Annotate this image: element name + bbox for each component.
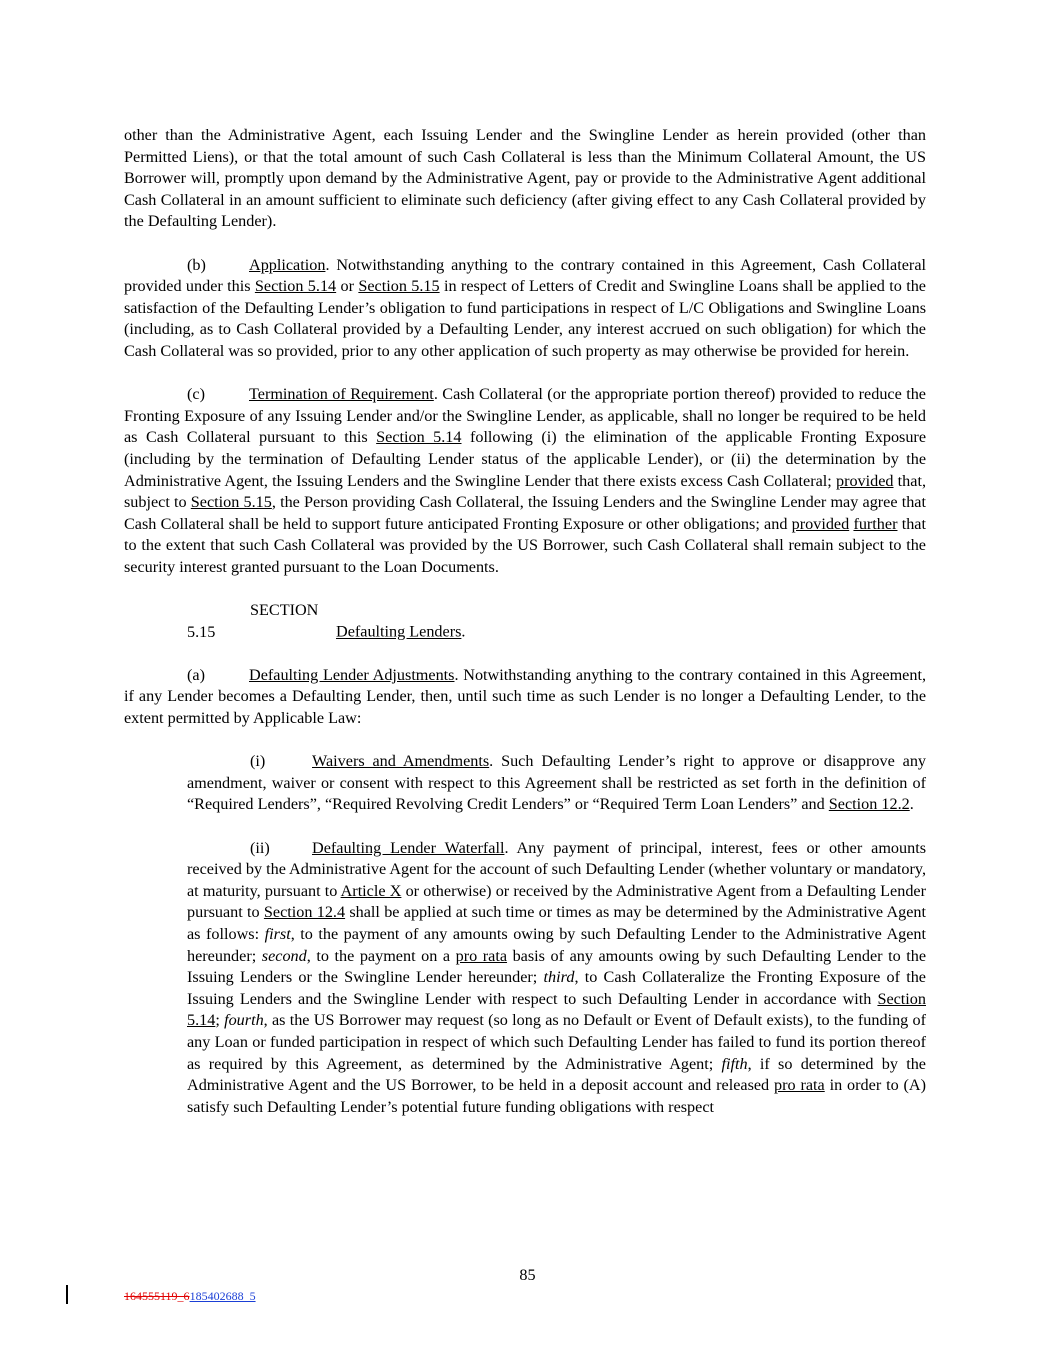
section-title: Defaulting Lenders (336, 622, 462, 641)
paragraph-i-waivers: (i) Waivers and Amendments. Such Defaulting Lender’s right to approve or disapprove any amendment, waiver or consent with respect to this Agreement shall be restricted as set forth in the definition of “Required Lenders”, “Required Revolving Credit Lenders” or “Required Term Loan Lenders” and Section 12.2. (187, 752, 927, 814)
defined-term: provided (791, 514, 850, 533)
clause-label: (a) (187, 665, 205, 684)
paragraph-ii-waterfall: (ii) Defaulting Lender Waterfall. Any payment of principal, interest, fees or other amounts received by the Administrative Agent for the account of such Defaulting Lender (whether voluntary or mandatory, at maturity, pursuant to Article X or otherwise) or received by the Administrative Agent from a Defaulting Lender pursuant to Section 12.4 shall be applied at such time or times as may be determined by the Administrative Agent as follows: first, to the payment of any amounts owing by such Defaulting Lender to the Administrative Agent hereunder; second, to the payment on a pro rata basis of any amounts owing by such Defaulting Lender to the Issuing Lenders or the Swingline Lender hereunder; third, to Cash Collateralize the Fronting Exposure of the Issuing Lenders and the Swingline Lender with respect to such Defaulting Lender in accordance with Section 5.14; fourth, as the US Borrower may request (so long as no Default or Event of Default exists), to the funding of any Loan or funded participation in respect of which such Defaulting Lender has failed to fund its portion thereof as required by this Agreement, as determined by the Administrative Agent; fifth, if so determined by the Administrative Agent and the US Borrower, to be held in a deposit account and released pro rata in order to (A) satisfy such Defaulting Lender’s potential future funding obligations with respect (187, 838, 927, 1116)
section-reference: Section 5.14 (376, 428, 462, 447)
defined-term: pro rata (774, 1076, 825, 1095)
defined-term: provided (835, 471, 894, 490)
page-number: 85 (519, 1266, 536, 1284)
paragraph-a-adjustments: (a) Defaulting Lender Adjustments. Notwithstanding anything to the contrary contained in this Agreement, if any Lender becomes a Defaulting Lender, then, until such time as such Lender is no longer a Defaulting Lender, to the extent permitted by Applicable Law: (124, 665, 926, 728)
section-reference: Section 5.14 (187, 989, 926, 1030)
clause-label: (ii) (250, 838, 270, 857)
section-reference: Section 12.2 (828, 795, 910, 814)
clause-heading: Defaulting Lender Waterfall (312, 838, 505, 857)
paragraph-c-termination: (c) Termination of Requirement. Cash Collateral (or the appropriate portion thereof) provided to reduce the Fronting Exposure of any Issuing Lender and/or the Swingline Lender, as applicable, shall no longer be required to be held as Cash Collateral pursuant to this Section 5.14 following (i) the elimination of the applicable Fronting Exposure (including by the termination of Defaulting Lender status of the applicable Lender), or (ii) the determination by the Administrative Agent, the Issuing Lenders and the Swingline Lender that there exists excess Cash Collateral; provided that, subject to Section 5.15, the Person providing Cash Collateral, the Issuing Lenders and the Swingline Lender may agree that Cash Collateral shall be held to support future anticipated Fronting Exposure or other obligations; and provided further that to the extent that such Cash Collateral was provided by the US Borrower, such Cash Collateral shall remain subject to the security interest granted pursuant to the Loan Documents. (124, 385, 927, 576)
clause-label: (c) (187, 385, 205, 404)
section-number: SECTION 5.15 (187, 601, 319, 641)
clause-heading: Waivers and Amendments (312, 752, 490, 771)
section-reference: Section 5.15 (358, 277, 440, 296)
clause-label: (b) (187, 255, 206, 274)
defined-term: further (853, 514, 898, 533)
clause-label: (i) (250, 752, 266, 771)
document-id (124, 1289, 256, 1304)
clause-heading: Application (249, 255, 326, 274)
section-reference: Section 12.4 (263, 903, 346, 922)
section-reference: Section 5.14 (254, 277, 337, 296)
section-heading: SECTION 5.15 Defaulting Lenders. (124, 600, 926, 643)
document-body (124, 125, 926, 1140)
section-reference: Article X (340, 881, 402, 900)
clause-heading: Termination of Requirement (249, 385, 434, 404)
document-id-deleted: 164555119_6 (124, 1289, 190, 1303)
defined-term: pro rata (455, 946, 508, 965)
paragraph-b-application: (b) Application. Notwithstanding anything to the contrary contained in this Agreement, Cash Collateral provided under this Section 5.14 or Section 5.15 in respect of Letters of Credit and Swingline Loans shall be applied to the satisfaction of the Defaulting Lender’s obligation to fund participations in respect of L/C Obligations and Swingline Loans (including, as to Cash Collateral provided by a Defaulting Lender, any interest accrued on such obligation) for which the Cash Collateral was so provided, prior to any other application of such property as may otherwise be provided for herein. (124, 255, 926, 360)
section-reference: Section 5.15 (190, 493, 272, 512)
document-id-inserted: 185402688_5 (189, 1289, 256, 1303)
clause-heading: Defaulting Lender Adjustments (249, 665, 455, 684)
change-bar (66, 1285, 68, 1304)
paragraph-continuation: other than the Administrative Agent, each Issuing Lender and the Swingline Lender as herein provided (other than Permitted Liens), or that the total amount of such Cash Collateral is less than the Minimum Collateral Amount, the US Borrower will, promptly upon demand by the Administrative Agent, pay or provide to the Administrative Agent additional Cash Collateral in an amount sufficient to eliminate such deficiency (after giving effect to any Cash Collateral provided by the Defaulting Lender). (124, 126, 926, 231)
